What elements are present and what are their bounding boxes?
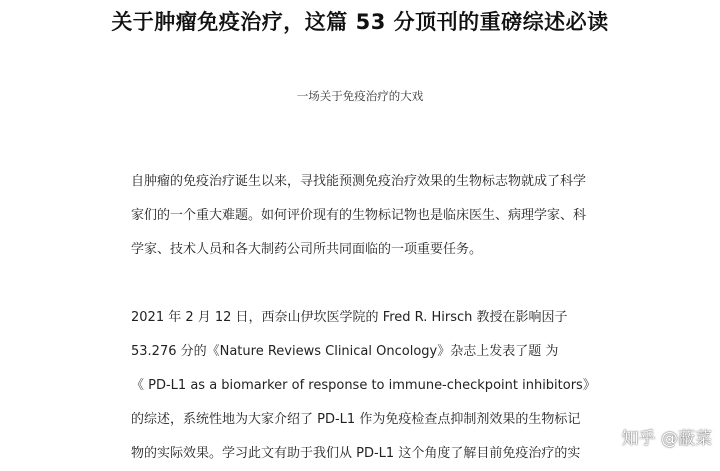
- paragraph-line: 自肿瘤的免疫治疗诞生以来，寻找能预测免疫治疗效果的生物标志物就成了科学: [131, 174, 587, 189]
- paragraph-publication: [131, 301, 596, 471]
- paragraph-line: 53.276 分的《Nature Reviews Clinical Oncology》杂志上发表了题 为: [131, 344, 559, 359]
- paragraph-line: 2021 年 2 月 12 日，西奈山伊坎医学院的 Fred R. Hirsch 教授在影响因子: [131, 310, 568, 325]
- paragraph-line: 家们的一个重大难题。如何评价现有的生物标记物也是临床医生、病理学家、科: [131, 208, 587, 223]
- article-subtitle: 一场关于免疫治疗的大戏: [296, 89, 424, 103]
- article-title: 关于肿瘤免疫治疗，这篇 53 分顶刊的重磅综述必读: [111, 10, 609, 34]
- paragraph-line: 的综述，系统性地为大家介绍了 PD-L1 作为免疫检查点抑制剂效果的生物标记: [131, 412, 581, 427]
- paragraph-line: 物的实际效果。学习此文有助于我们从 PD-L1 这个角度了解目前免疫治疗的实: [131, 446, 581, 461]
- paragraph-line: 学家、技术人员和各大制药公司所共同面临的一项重要任务。: [131, 242, 483, 257]
- paragraph-intro: [131, 165, 596, 267]
- paragraph-line: 《 PD-L1 as a biomarker of response to immune-checkpoint inhibitors》: [131, 378, 596, 393]
- zhihu-watermark: 知乎 @蔽菜: [621, 429, 712, 449]
